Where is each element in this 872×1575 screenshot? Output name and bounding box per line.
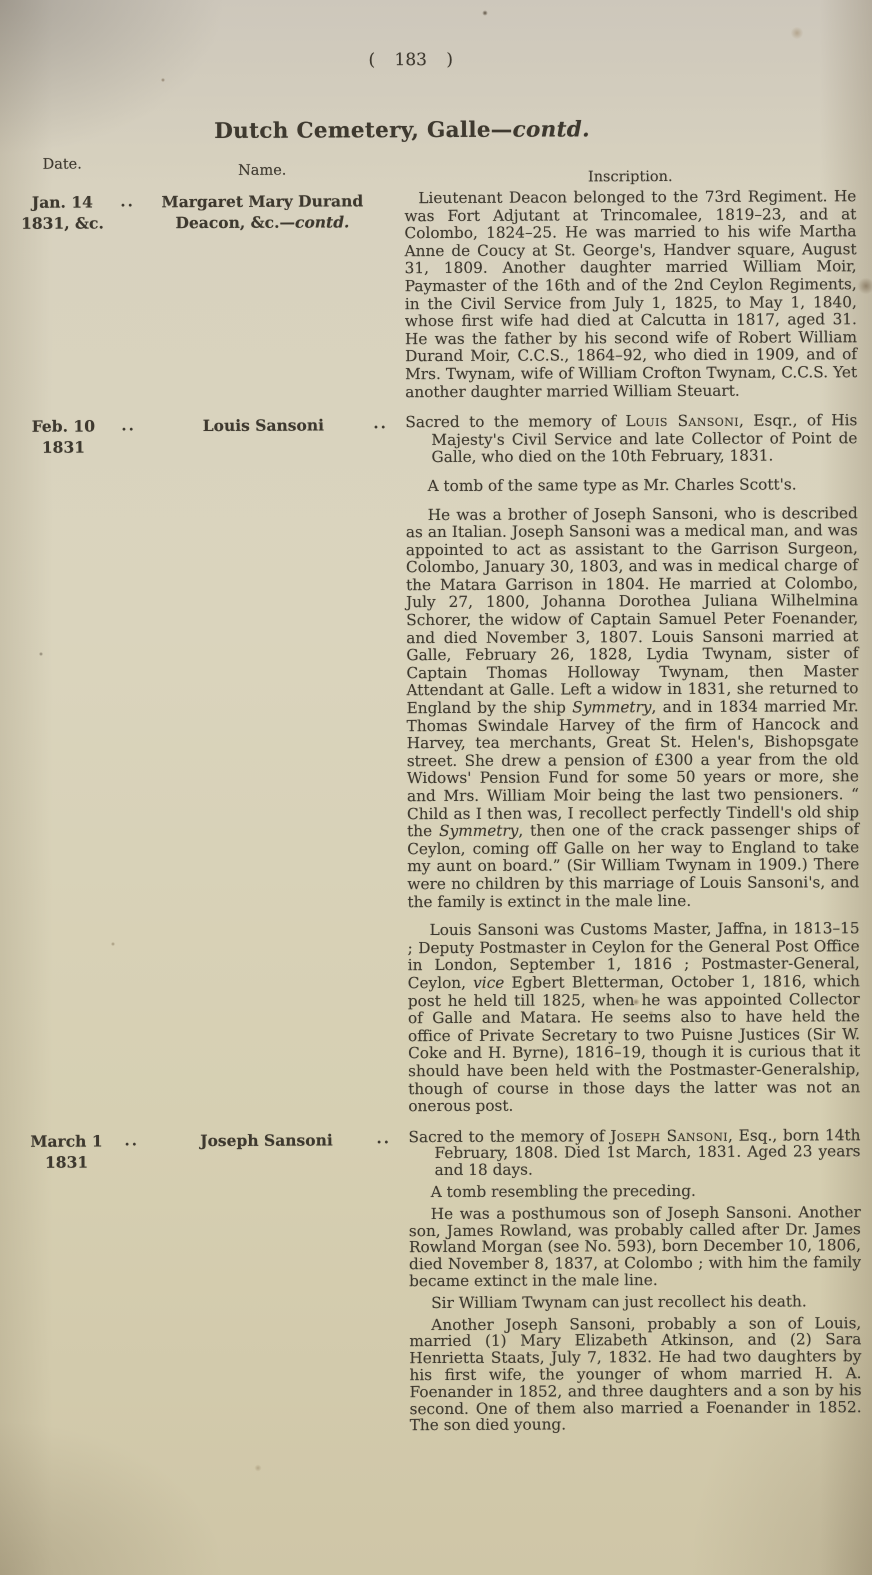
inscription-paragraph (408, 920, 861, 1116)
entry-inscription (408, 1127, 861, 1440)
text-segment: Joseph Sansoni (200, 1130, 333, 1150)
date-name-separator-dots: .. (120, 192, 135, 211)
entry-name (156, 1129, 376, 1151)
inscription-paragraph (404, 188, 857, 401)
page-title (12, 116, 856, 145)
text-segment: A tomb resembling the preceding. (430, 1181, 696, 1202)
entry-date-line: Feb. 10 (31, 416, 95, 436)
entries (12, 188, 861, 1441)
name-inscription-separator-dots: .. (376, 1128, 391, 1147)
entry-date-line: 1831 (44, 1152, 89, 1172)
inscription-paragraph (408, 1127, 860, 1179)
entry-name-line (152, 190, 372, 212)
text-segment: Lieutenant Deacon belonged to the 73rd Regiment. He was Fort Adjutant at Trincomalee, 1819–23, and at Colombo, 1824–25. He was married to his wife Martha Anne de Coucy at St. George's, Handver square, August 31, 1809. Another daughter married William Moir, Paymaster of the 16th and of the 2nd Ceylon Regiments, in the Civil Service from July 1, 1825, to May 1, 1840, whose first wife had died at Calcutta in 1817, aged 31. He was the father by his second wife of Robert William Durand Moir, C.C.S., 1864–92, who died in 1909, and of Mrs. Twynam, wife of William Crofton Twynam, C.C.S. Yet another daughter married William Steuart. (404, 187, 858, 401)
name-inscription-separator-dots: .. (373, 414, 388, 433)
entry-name-line (152, 211, 372, 233)
italic-text: vice (473, 973, 505, 992)
inscription-paragraph (409, 1315, 862, 1435)
text-segment: Deacon, &c.— (175, 212, 296, 233)
text-segment: Margaret Mary Durand (161, 191, 364, 212)
column-header-date: Date. (42, 156, 82, 173)
italic-text: Symmetry (572, 698, 652, 717)
entry-date-line: March 1 (30, 1131, 103, 1151)
inscription-paragraph (409, 1293, 861, 1312)
text-segment: Sacred to the memory of (408, 1126, 611, 1146)
text-segment: Egbert Bletterman, October 1, 1816, which post he held till 1825, when he was appointed Collector of Galle and Matara. He seems also to have held the office of Private Secretary to two Puisne Justices (Sir W. Coke and H. Byrne), 1816–19, though it is curious that it should have been held with the Postmaster-Generalship, though of course in those days the latter was not an onerous post. (407, 972, 861, 1116)
entry-date (16, 1130, 116, 1172)
text-segment: Louis Sansoni (202, 415, 325, 436)
entry-inscription (404, 188, 857, 401)
entry-date (12, 191, 112, 233)
page-number: ( 183 ) (368, 49, 454, 71)
cemetery-entry (12, 188, 857, 403)
person-name-smallcaps: Louis Sansoni (625, 411, 740, 431)
inscription-paragraph (409, 1182, 861, 1201)
entry-date-line: 1831 (41, 437, 86, 457)
entry-name-line (156, 1129, 376, 1151)
entry-date (13, 416, 113, 458)
entry-name (152, 190, 372, 233)
column-header-inscription: Inscription. (587, 168, 673, 186)
text-segment: , then one of the crack passenger ships of Ceylon, coming off Galle on her way to England to take my aunt on board.” (Sir William Twynam in 1909.) There were no children by this marriage of Louis Sansoni's, and the family is extinct in the male line. (407, 820, 860, 911)
inscription-paragraph (406, 505, 860, 912)
cemetery-entry (13, 412, 860, 1117)
text-segment: Sacred to the memory of (405, 412, 626, 432)
entry-inscription (405, 412, 860, 1116)
text-segment: A tomb of the same type as Mr. Charles Scott's. (427, 475, 797, 495)
column-header-name: Name. (238, 162, 287, 179)
date-name-separator-dots: .. (124, 1130, 139, 1150)
italic-text: contd. (294, 212, 350, 232)
column-header-row (12, 153, 856, 188)
text-segment: He was a posthumous son of Joseph Sansoni. Another son, James Rowland, was probably called after Dr. James Rowland Morgan (see No. 593), born December 10, 1806, died November 8, 1837, at Colombo ; with him the family became extinct in the male line. (408, 1203, 862, 1291)
entry-name-line (153, 414, 373, 436)
entry-name (153, 414, 373, 436)
inscription-paragraph (409, 1204, 861, 1290)
title-main: Dutch Cemetery, Galle— (214, 117, 513, 144)
inscription-paragraph (405, 412, 857, 467)
entry-date-line: 1831, &c. (21, 213, 104, 233)
text-segment: Sir William Twynam can just recollect his death. (431, 1292, 807, 1312)
text-segment: , and in 1834 married Mr. Thomas Swindale Harvey of the firm of Hancock and Harvey, tea merchants, Great St. Helen's, Bishopsgate street. She drew a pension of £300 a year from the old Widows' Pension Fund for some 50 years or more, she and Mrs. William Moir being the last two pensioners. “ Child as I then was, I recollect perfectly Tindell's old ship the (406, 697, 860, 841)
entry-date-line: Jan. 14 (31, 192, 93, 212)
text-segment: Louis Sansoni was Customs Master, Jaffna, in 1813–15 ; Deputy Postmaster in Ceylon for the General Post Office in London, September 1, 1816 ; Postmaster-General, Ceylon, (407, 919, 860, 993)
date-name-separator-dots: .. (121, 416, 136, 435)
text-segment: He was a brother of Joseph Sansoni, who is described as an Italian. Joseph Sansoni was a medical man, and was appointed to act as assistant to the Garrison Surgeon, Colombo, January 30, 1803, and was in medical charge of the Matara Garrison in 1804. He married at Colombo, July 27, 1800, Johanna Dorothea Juliana Wilhelmina Schorer, the widow of Captain Samuel Peter Foenander, and died November 3, 1807. Louis Sansoni married at Galle, February 26, 1828, Lydia Twynam, sister of Captain Thomas Holloway Twynam, then Master Attendant at Galle. Left a widow in 1831, she returned to England by the ship (405, 503, 859, 718)
person-name-smallcaps: Joseph Sansoni (610, 1126, 729, 1145)
text-segment: Another Joseph Sansoni, probably a son of Louis, married (1) Mary Elizabeth Atkinson, and (2) Sara Henrietta Staats, July 7, 1832. He had two daughters by his first wife, the younger of whom married H. A. Foenander in 1852, and three daughters and a son by his second. One of them also married a Foenander in 1852. The son died young. (409, 1313, 862, 1435)
italic-text: Symmetry (439, 821, 519, 841)
cemetery-entry (16, 1127, 861, 1441)
text-segment: , Esq., born 14th February, 1808. Died 1st March, 1831. Aged 23 years and 18 days. (434, 1125, 861, 1180)
title-contd: contd. (512, 117, 590, 143)
text-segment: , Esqr., of His Majesty's Civil Service and late Collector of Point de Galle, who died on the 10th February, 1831. (431, 411, 858, 467)
inscription-paragraph (406, 476, 858, 496)
